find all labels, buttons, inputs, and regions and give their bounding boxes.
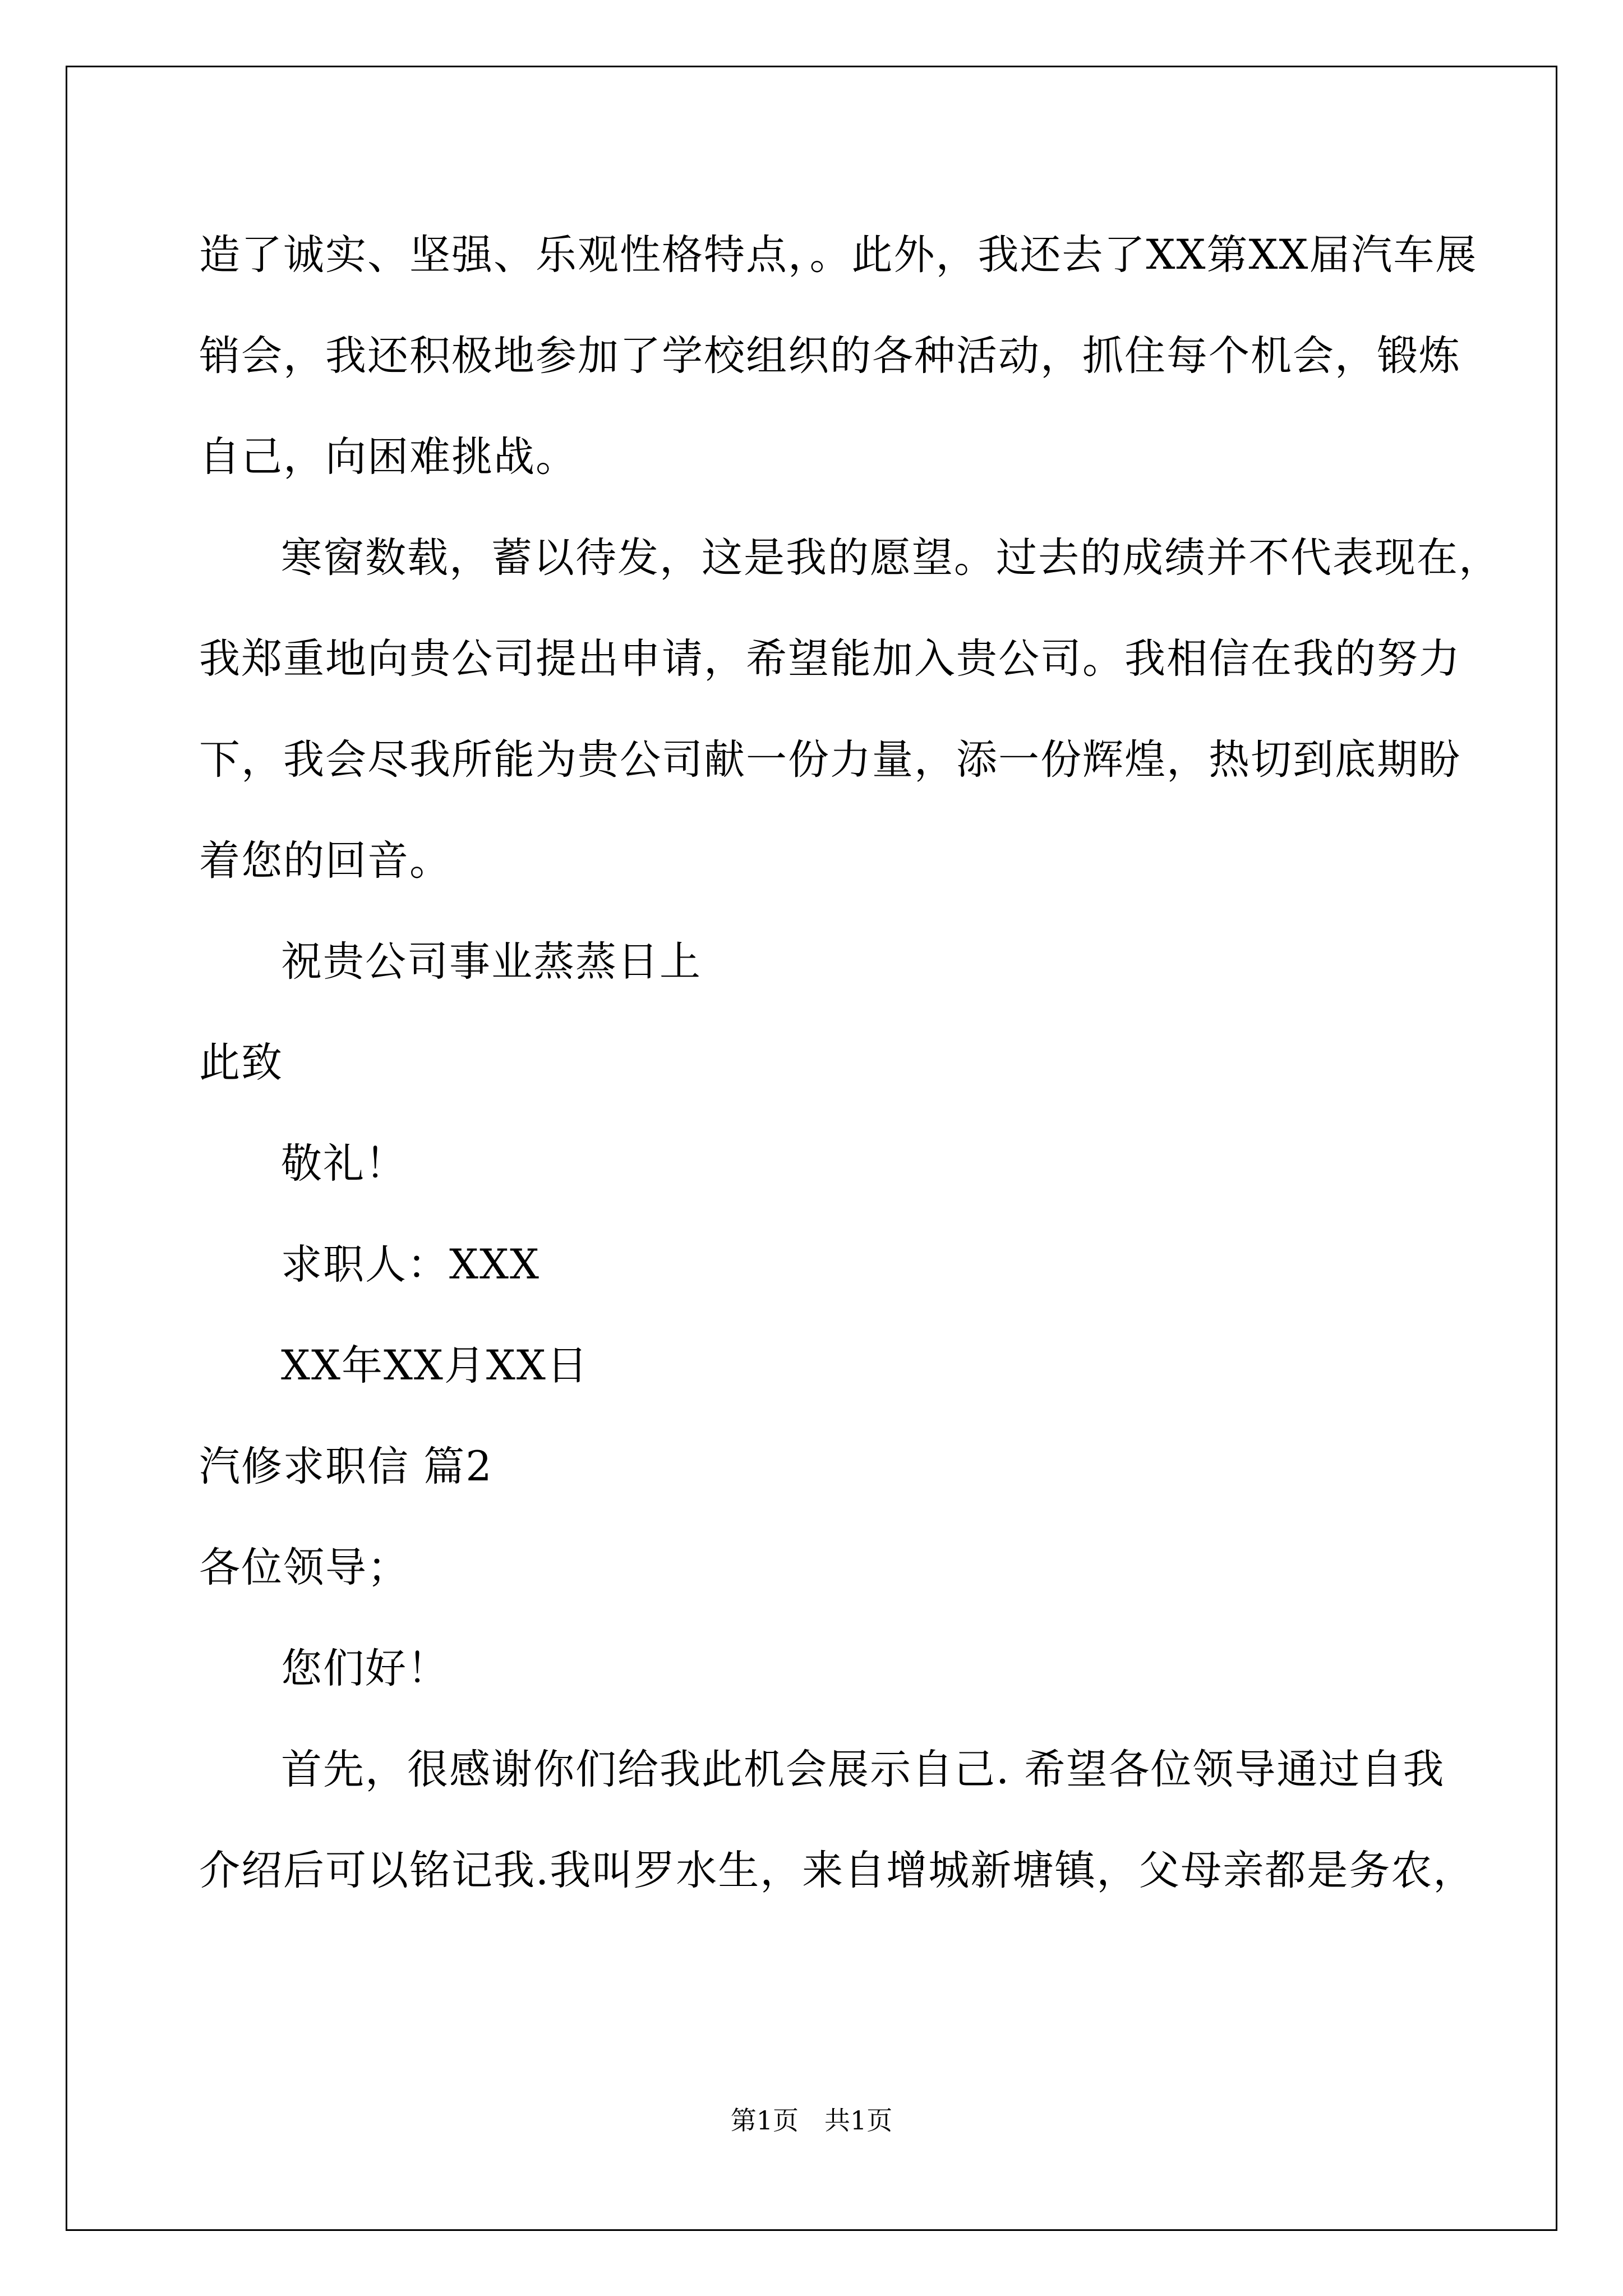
greeting: 各位领导； (199, 1544, 409, 1591)
greeting-line: 您们好！ (281, 1645, 449, 1692)
salutation-closing: 此致 (199, 1039, 283, 1087)
page-footer: 第1页 共1页 (730, 2105, 893, 2136)
paragraph-line: 首先，很感谢你们给我此机会展示自己. 希望各位领导通过自我 (281, 1746, 1445, 1793)
closing-wish: 祝贵公司事业蒸蒸日上 (281, 938, 702, 986)
paragraph-line: 介绍后可以铭记我.我叫罗水生，来自增城新塘镇，父母亲都是务农， (199, 1847, 1476, 1894)
section-heading: 汽修求职信 篇2 (199, 1443, 493, 1490)
applicant-name: 求职人：XXX (281, 1241, 540, 1289)
document-body (199, 205, 1501, 1921)
paragraph-line: 造了诚实、坚强、乐观性格特点，。此外，我还去了XX第XX届汽车展 (199, 231, 1478, 279)
paragraph-line: 下，我会尽我所能为贵公司献一份力量，添一份辉煌，热切到底期盼 (199, 736, 1461, 784)
paragraph-line: 着您的回音。 (199, 837, 451, 885)
paragraph-line: 自己，向困难挑战。 (199, 433, 578, 481)
paragraph-line: 销会，我还积极地参加了学校组织的各种活动，抓住每个机会，锻炼 (199, 332, 1461, 380)
paragraph-line: 我郑重地向贵公司提出申请，希望能加入贵公司。我相信在我的努力 (199, 635, 1461, 683)
regards: 敬礼！ (281, 1140, 407, 1188)
paragraph-line: 寒窗数载，蓄以待发，这是我的愿望。过去的成绩并不代表现在， (281, 534, 1501, 582)
letter-date: XX年XX月XX日 (281, 1342, 589, 1389)
